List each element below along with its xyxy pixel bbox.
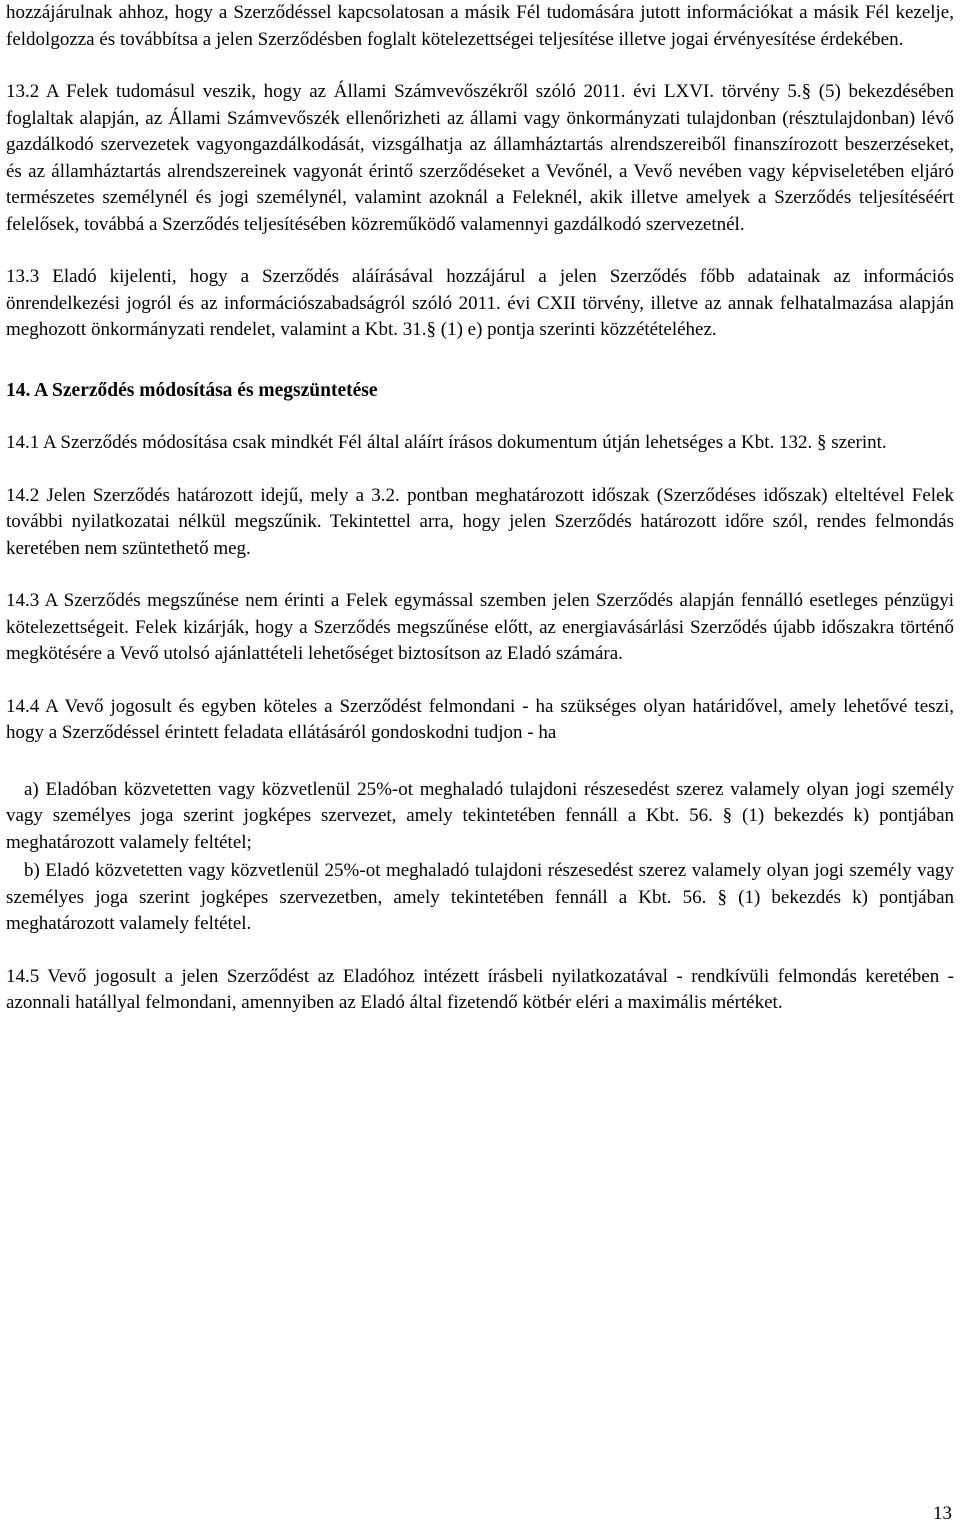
page-number: 13 [933,1503,952,1524]
section-heading-14: 14. A Szerződés módosítása és megszüntetése [6,379,378,401]
paragraph-13-2: 13.2 A Felek tudomásul veszik, hogy az Állami Számvevőszékről szóló 2011. évi LXVI. törvény 5.§ (5) bekezdésében foglaltak alapján, az Állami Számvevőszék ellenőrizheti az állami vagy önkormányzati tulajdonban (résztulajdonban) lévő gazdálkodó szervezetek vagyongazdálkodását, vizsgálhatja az államháztartás alrendszereiből finanszírozott beszerzéseket, és az államháztartás alrendszereinek vagyonát érintő szerződéseket a Vevőnél, a Vevő nevében vagy képviseletében eljáró természetes személynél és jogi személynél, valamint azoknál a Feleknél, akik illetve amelyek a Szerződés teljesítéséért felelősek, továbbá a Szerződés teljesítésében közreműködő valamennyi gazdálkodó szervezetnél. [6,81,954,235]
document-page [6,0,954,1017]
paragraph-14-1: 14.1 A Szerződés módosítása csak mindkét Fél által aláírt írásos dokumentum útján lehetséges a Kbt. 132. § szerint. [6,432,887,453]
paragraph-14-3: 14.3 A Szerződés megszűnése nem érinti a Felek egymással szemben jelen Szerződés alapján fennálló esetleges pénzügyi kötelezettségeit. Felek kizárják, hogy a Szerződés megszűnése előtt, az energiavásárlási Szerződés újabb időszakra történő megkötésére a Vevő utolsó ajánlattételi lehetőséget biztosítson az Eladó számára. [6,590,954,664]
list-item-b: b) Eladó közvetetten vagy közvetlenül 25%-ot meghaladó tulajdoni részesedést szerez valamely olyan jogi személy vagy személyes joga szerint jogképes szervezetben, amely tekintetében fennáll a Kbt. 56. § (1) bekezdés k) pontjában meghatározott valamely feltétel. [6,860,954,934]
paragraph-14-5: 14.5 Vevő jogosult a jelen Szerződést az Eladóhoz intézett írásbeli nyilatkozatával - rendkívüli felmondás keretében - azonnali hatállyal felmondani, amennyiben az Eladó által fizetendő kötbér eléri a maximális mértéket. [6,965,954,1013]
paragraph-continuation: hozzájárulnak ahhoz, hogy a Szerződéssel kapcsolatosan a másik Fél tudomására jutott információkat a másik Fél kezelje, feldolgozza és továbbítsa a jelen Szerződésben foglalt kötelezettségei teljesítése illetve jogai érvényesítése érdekében. [6,2,954,50]
paragraph-13-3: 13.3 Eladó kijelenti, hogy a Szerződés aláírásával hozzájárul a jelen Szerződés főbb adatainak az információs önrendelkezési jogról és az információszabadságról szóló 2011. évi CXII törvény, illetve az annak felhatalmazása alapján meghozott önkormányzati rendelet, valamint a Kbt. 31.§ (1) e) pontja szerinti közzétételéhez. [6,266,954,340]
list-item-a: a) Eladóban közvetetten vagy közvetlenül 25%-ot meghaladó tulajdoni részesedést szerez valamely olyan jogi személy vagy személyes joga szerint jogképes szervezet, amely tekintetében fennáll a Kbt. 56. § (1) bekezdés k) pontjában meghatározott valamely feltétel; [6,778,954,853]
paragraph-14-4: 14.4 A Vevő jogosult és egyben köteles a Szerződést felmondani - ha szükséges olyan határidővel, amely lehetővé teszi, hogy a Szerződéssel érintett feladata ellátásáról gondoskodni tudjon - ha [6,695,954,743]
paragraph-14-2: 14.2 Jelen Szerződés határozott idejű, mely a 3.2. pontban meghatározott időszak (Szerződéses időszak) elteltével Felek további nyilatkozatai nélkül megszűnik. Tekintettel arra, hogy jelen Szerződés határozott időre szól, rendes felmondás keretében nem szüntethető meg. [6,484,954,559]
